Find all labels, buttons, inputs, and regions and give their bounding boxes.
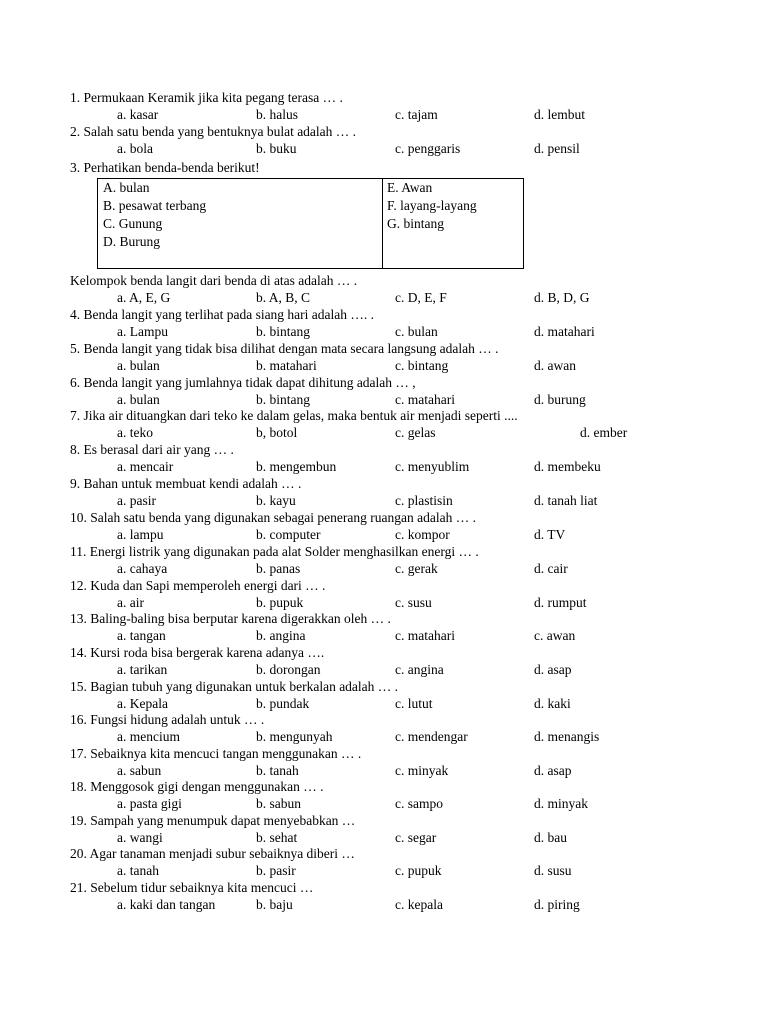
answer-option: a. sabun: [117, 763, 162, 778]
answer-option: a. lampu: [117, 527, 164, 542]
answer-option: c. kompor: [395, 527, 450, 542]
answer-option: d. asap: [534, 662, 572, 677]
question-text: 7. Jika air dituangkan dari teko ke dalam gelas, maka bentuk air menjadi seperti ....: [70, 408, 518, 423]
question-text: 6. Benda langit yang jumlahnya tidak dapat dihitung adalah … ,: [70, 375, 416, 390]
answer-option: c. sampo: [395, 796, 443, 811]
answer-option: a. wangi: [117, 830, 163, 845]
answer-option: d. B, D, G: [534, 290, 590, 305]
answer-option: b. pasir: [256, 863, 296, 878]
answer-option: b. computer: [256, 527, 321, 542]
answer-option: a. mencium: [117, 729, 180, 744]
answer-option: b. A, B, C: [256, 290, 311, 305]
answer-option: d. menangis: [534, 729, 600, 744]
box-item: B. pesawat terbang: [103, 198, 207, 213]
question-text: 11. Energi listrik yang digunakan pada alat Solder menghasilkan energi … .: [70, 544, 479, 559]
answer-option: b. bintang: [256, 392, 310, 407]
answer-option: c. matahari: [395, 392, 455, 407]
answer-option: d. pensil: [534, 141, 580, 156]
answer-option: a. pasta gigi: [117, 796, 182, 811]
answer-option: a. tanah: [117, 863, 159, 878]
answer-option: c. bulan: [395, 324, 438, 339]
answer-option: d. asap: [534, 763, 572, 778]
box-item: E. Awan: [387, 180, 433, 195]
answer-option: a. tangan: [117, 628, 166, 643]
answer-option: c. penggaris: [395, 141, 461, 156]
box-item: C. Gunung: [103, 216, 163, 231]
answer-option: b. tanah: [256, 763, 299, 778]
answer-option: c. lutut: [395, 696, 433, 711]
answer-option: c. gerak: [395, 561, 438, 576]
answer-option: b. sabun: [256, 796, 301, 811]
question-text: 10. Salah satu benda yang digunakan sebagai penerang ruangan adalah … .: [70, 510, 476, 525]
answer-option: a. air: [117, 595, 144, 610]
answer-option: b. halus: [256, 107, 298, 122]
question-text: 1. Permukaan Keramik jika kita pegang terasa … .: [70, 90, 343, 105]
answer-option: a. A, E, G: [117, 290, 171, 305]
answer-option: d. rumput: [534, 595, 587, 610]
answer-option: b. pupuk: [256, 595, 304, 610]
answer-option: c. pupuk: [395, 863, 442, 878]
answer-option: b. pundak: [256, 696, 310, 711]
answer-option: b. sehat: [256, 830, 298, 845]
question-text: 13. Baling-baling bisa berputar karena digerakkan oleh … .: [70, 611, 391, 626]
answer-option: d. tanah liat: [534, 493, 598, 508]
answer-option: c. menyublim: [395, 459, 470, 474]
answer-option: a. kaki dan tangan: [117, 897, 216, 912]
answer-option: d. minyak: [534, 796, 588, 811]
answer-option: c. D, E, F: [395, 290, 447, 305]
answer-option: d. bau: [534, 830, 567, 845]
question-text: 17. Sebaiknya kita mencuci tangan menggunakan … .: [70, 746, 362, 761]
answer-option: a. kasar: [117, 107, 159, 122]
question-text: 15. Bagian tubuh yang digunakan untuk berkalan adalah … .: [70, 679, 399, 694]
question-text: 3. Perhatikan benda-benda berikut!: [70, 160, 260, 175]
answer-option: b. matahari: [256, 358, 317, 373]
question-text: 8. Es berasal dari air yang … .: [70, 442, 234, 457]
answer-option: a. bulan: [117, 358, 160, 373]
question-text: 2. Salah satu benda yang bentuknya bulat adalah … .: [70, 124, 357, 139]
question-text: 12. Kuda dan Sapi memperoleh energi dari … .: [70, 578, 326, 593]
items-box: [97, 178, 524, 269]
answer-option: c. mendengar: [395, 729, 468, 744]
answer-option: b. kayu: [256, 493, 296, 508]
answer-option: d. burung: [534, 392, 586, 407]
answer-option: b. panas: [256, 561, 301, 576]
answer-option: a. bulan: [117, 392, 160, 407]
question-text: 14. Kursi roda bisa bergerak karena adanya ….: [70, 645, 325, 660]
answer-option: d. cair: [534, 561, 568, 576]
answer-option: b. dorongan: [256, 662, 321, 677]
answer-option: a. teko: [117, 425, 153, 440]
answer-option: d. ember: [580, 425, 628, 440]
box-item: D. Burung: [103, 234, 160, 249]
answer-option: b. baju: [256, 897, 293, 912]
answer-option: a. tarikan: [117, 662, 168, 677]
answer-option: c. tajam: [395, 107, 438, 122]
answer-option: b. mengunyah: [256, 729, 333, 744]
question-text: 20. Agar tanaman menjadi subur sebaiknya diberi …: [70, 846, 355, 861]
answer-option: c. matahari: [395, 628, 455, 643]
question-text: 9. Bahan untuk membuat kendi adalah … .: [70, 476, 302, 491]
question-text: 18. Menggosok gigi dengan menggunakan … .: [70, 779, 324, 794]
answer-option: c. angina: [395, 662, 444, 677]
answer-option: c. kepala: [395, 897, 443, 912]
box-divider: [382, 179, 383, 268]
question-text: 19. Sampah yang menumpuk dapat menyebabkan …: [70, 813, 356, 828]
question-text: 5. Benda langit yang tidak bisa dilihat dengan mata secara langsung adalah … .: [70, 341, 499, 356]
answer-option: b, botol: [256, 425, 298, 440]
answer-option: d. TV: [534, 527, 566, 542]
answer-option: b. buku: [256, 141, 297, 156]
answer-option: a. Lampu: [117, 324, 168, 339]
box-item: F. layang-layang: [387, 198, 477, 213]
answer-option: b. mengembun: [256, 459, 337, 474]
answer-option: d. piring: [534, 897, 580, 912]
answer-option: c. susu: [395, 595, 432, 610]
answer-option: c. gelas: [395, 425, 436, 440]
box-item: G. bintang: [387, 216, 444, 231]
answer-option: a. cahaya: [117, 561, 168, 576]
answer-option: c. minyak: [395, 763, 449, 778]
answer-option: d. membeku: [534, 459, 601, 474]
answer-option: d. matahari: [534, 324, 595, 339]
box-item: A. bulan: [103, 180, 150, 195]
answer-option: a. pasir: [117, 493, 156, 508]
answer-option: c. awan: [534, 628, 576, 643]
answer-option: b. angina: [256, 628, 306, 643]
answer-option: c. bintang: [395, 358, 449, 373]
answer-option: d. lembut: [534, 107, 585, 122]
question-text: 16. Fungsi hidung adalah untuk … .: [70, 712, 265, 727]
question-text: 4. Benda langit yang terlihat pada siang hari adalah …. .: [70, 307, 375, 322]
answer-option: b. bintang: [256, 324, 310, 339]
answer-option: c. segar: [395, 830, 437, 845]
answer-option: d. awan: [534, 358, 576, 373]
answer-option: a. bola: [117, 141, 153, 156]
answer-option: c. plastisin: [395, 493, 453, 508]
question-text: 21. Sebelum tidur sebaiknya kita mencuci …: [70, 880, 314, 895]
question-text: Kelompok benda langit dari benda di atas adalah … .: [70, 273, 358, 288]
answer-option: a. mencair: [117, 459, 174, 474]
answer-option: d. kaki: [534, 696, 571, 711]
answer-option: a. Kepala: [117, 696, 168, 711]
answer-option: d. susu: [534, 863, 572, 878]
